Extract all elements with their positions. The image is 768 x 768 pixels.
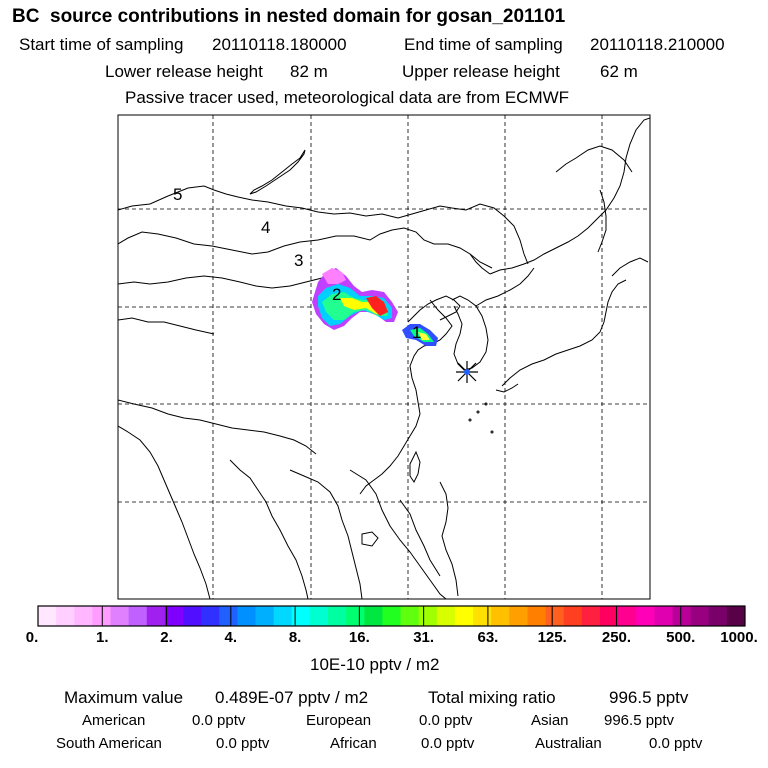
colorbar-unit: 10E-10 pptv / m2	[310, 655, 440, 674]
colorbar-cell	[437, 606, 456, 626]
colorbar-cell	[491, 606, 510, 626]
colorbar-cell	[165, 606, 184, 626]
end-time-value: 20110118.210000	[590, 35, 725, 54]
colorbar-tick-label: 1.	[96, 629, 109, 646]
colorbar-cell	[92, 606, 111, 626]
region-value-south-american: 0.0 pptv	[216, 735, 270, 752]
region-value-american: 0.0 pptv	[192, 712, 246, 729]
region-value-african: 0.0 pptv	[421, 735, 475, 752]
colorbar-cell	[237, 606, 256, 626]
colorbar-tick-label: 0.	[25, 629, 39, 646]
colorbar-tick-label: 4.	[224, 629, 238, 646]
total-mixing-value: 996.5 pptv	[609, 688, 689, 707]
colorbar-cell	[473, 606, 492, 626]
colorbar-cell	[401, 606, 420, 626]
colorbar-cell	[527, 606, 546, 626]
trajectory-label-3: 3	[294, 251, 304, 270]
colorbar-tick-label: 63.	[477, 629, 499, 646]
colorbar-cell	[382, 606, 401, 626]
colorbar-cell	[546, 606, 565, 626]
colorbar-cell	[691, 606, 710, 626]
colorbar-cell	[256, 606, 275, 626]
colorbar-cell	[219, 606, 238, 626]
trajectory-label-4: 4	[261, 218, 271, 237]
colorbar-cell	[111, 606, 130, 626]
upper-height-label: Upper release height	[402, 62, 560, 81]
colorbar-tick-label: 250.	[601, 629, 632, 646]
colorbar-cell	[564, 606, 583, 626]
colorbar-tick-label: 500.	[666, 629, 696, 646]
colorbar-cell	[183, 606, 202, 626]
colorbar-cell	[38, 606, 57, 626]
colorbar-cell	[618, 606, 637, 626]
max-value-label: Maximum value	[64, 688, 184, 707]
trajectory-label-1: 1	[412, 323, 422, 342]
region-name-australian: Australian	[535, 735, 602, 752]
start-time-label: Start time of sampling	[19, 35, 184, 54]
region-value-european: 0.0 pptv	[419, 712, 473, 729]
colorbar-tick-label: 125.	[537, 629, 567, 646]
upper-height-value: 62 m	[600, 62, 638, 81]
colorbar-tick-label: 16.	[348, 629, 370, 646]
region-name-african: African	[330, 735, 377, 752]
colorbar-cell	[310, 606, 329, 626]
region-name-asian: Asian	[531, 712, 569, 729]
region-value-asian: 996.5 pptv	[604, 712, 675, 729]
region-name-european: European	[306, 712, 372, 729]
colorbar-cell	[654, 606, 673, 626]
colorbar-cell	[364, 606, 383, 626]
colorbar-cell	[672, 606, 691, 626]
colorbar-cell	[709, 606, 728, 626]
lower-height-label: Lower release height	[105, 62, 263, 81]
colorbar-cell	[74, 606, 93, 626]
colorbar-tick-label: 2.	[160, 629, 173, 646]
region-name-american: American	[82, 712, 146, 729]
trajectory-label-5: 5	[173, 185, 183, 204]
colorbar-cell	[292, 606, 311, 626]
colorbar-cell	[419, 606, 438, 626]
colorbar-cell	[582, 606, 601, 626]
start-time-value: 20110118.180000	[212, 35, 347, 54]
end-time-label: End time of sampling	[404, 35, 563, 54]
colorbar-cell	[147, 606, 166, 626]
colorbar-cell	[274, 606, 293, 626]
colorbar-cell	[455, 606, 474, 626]
region-value-australian: 0.0 pptv	[649, 735, 703, 752]
colorbar-cell	[600, 606, 619, 626]
trajectory-label-2: 2	[332, 285, 342, 304]
colorbar-cell	[509, 606, 528, 626]
region-name-south-american: South American	[56, 735, 162, 752]
colorbar-tick-label: 8.	[288, 629, 302, 646]
max-value: 0.489E-07 pptv / m2	[215, 688, 369, 707]
model-note: Passive tracer used, meteorological data are from ECMWF	[125, 88, 570, 107]
colorbar-cell	[346, 606, 365, 626]
page-title: BC source contributions in nested domain for gosan_201101	[12, 6, 566, 27]
colorbar-cell	[328, 606, 347, 626]
colorbar-cell	[201, 606, 220, 626]
colorbar-cell	[129, 606, 148, 626]
lower-height-value: 82 m	[290, 62, 328, 81]
colorbar-cell	[56, 606, 75, 626]
total-mixing-label: Total mixing ratio	[428, 688, 556, 707]
colorbar-cell	[636, 606, 655, 626]
colorbar-cell	[727, 606, 746, 626]
colorbar-tick-label: 31.	[413, 629, 435, 646]
colorbar-tick-label: 1000.	[720, 629, 758, 646]
